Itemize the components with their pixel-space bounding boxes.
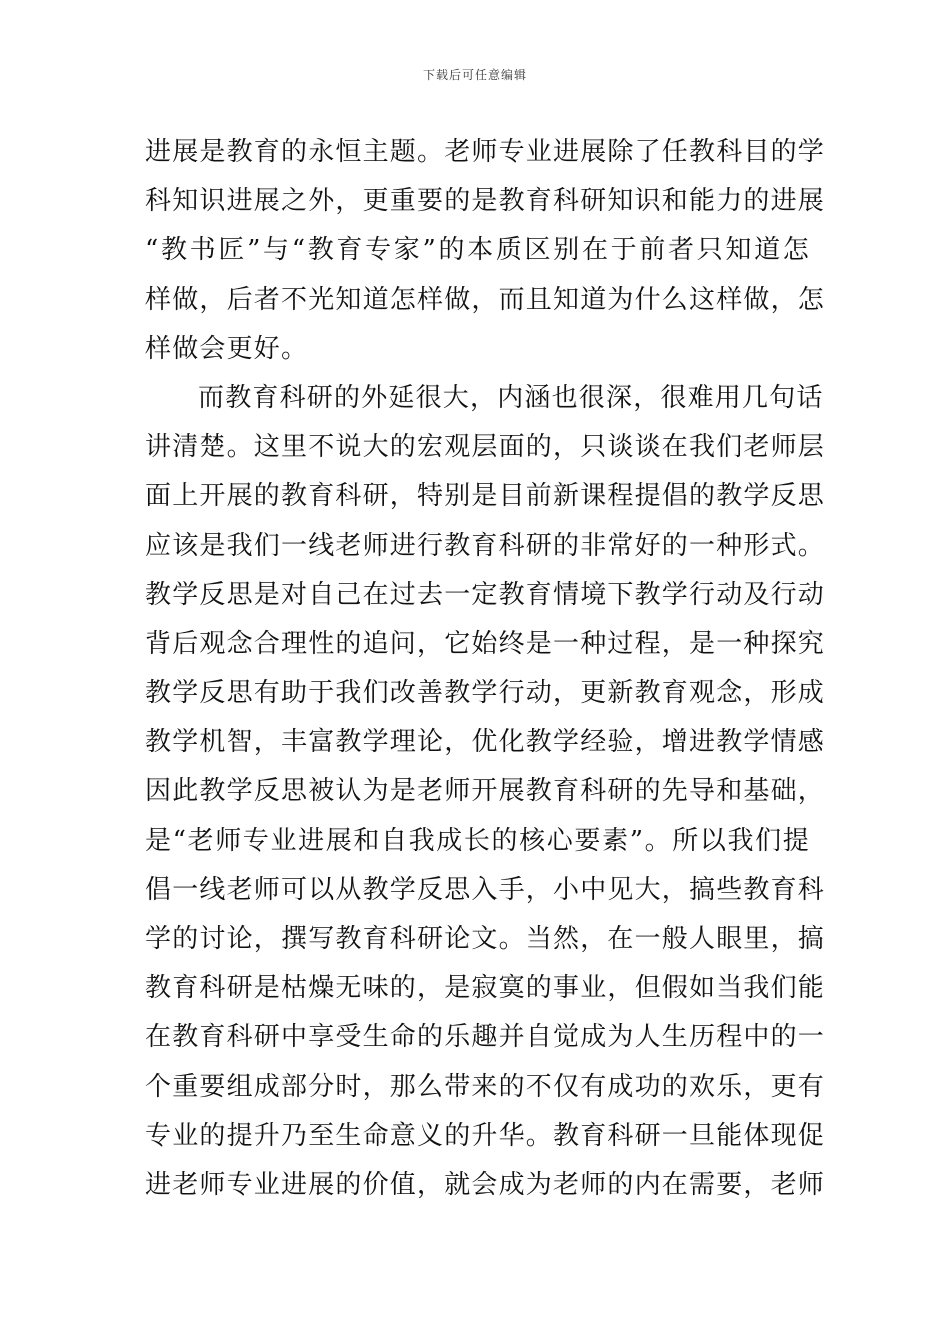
text-line: 背后观念合理性的追问，它始终是一种过程，是一种探究 [145,628,826,659]
text-line: 个重要组成部分时，那么带来的不仅有成功的欢乐，更有 [145,1071,826,1102]
text-line: 面上开展的教育科研，特别是目前新课程提倡的教学反思 [145,481,826,512]
text-line: 讲清楚。这里不说大的宏观层面的，只谈谈在我们老师层 [145,432,826,463]
text-line: 教学机智，丰富教学理论，优化教学经验，增进教学情感 [145,727,826,758]
text-line: 在教育科研中享受生命的乐趣并自觉成为人生历程中的一 [145,1022,826,1053]
text-line: 进老师专业进展的价值，就会成为老师的内在需要，老师 [145,1169,826,1200]
text-line: 教学反思是对自己在过去一定教育情境下教学行动及行动 [145,579,826,610]
text-line: “教书匠”与“教育专家”的本质区别在于前者只知道怎 [145,235,810,266]
text-line: 样做，后者不光知道怎样做，而且知道为什么这样做，怎 [145,284,826,315]
paragraph-start-line: 而教育科研的外延很大，内涵也很深，很难用几句话 [198,382,824,413]
text-line: 样做会更好。 [145,333,309,364]
text-line: 教育科研是枯燥无味的，是寂寞的事业，但假如当我们能 [145,973,826,1004]
text-line: 进展是教育的永恒主题。老师专业进展除了任教科目的学 [145,137,826,167]
text-line: 应该是我们一线老师进行教育科研的非常好的一种形式。 [145,530,826,561]
text-line: 科知识进展之外，更重要的是教育科研知识和能力的进展 [145,186,826,217]
text-line: 倡一线老师可以从教学反思入手，小中见大，搞些教育科 [145,874,826,905]
body-text [145,128,826,1210]
text-line: 教学反思有助于我们改善教学行动，更新教育观念，形成 [145,678,826,709]
text-line: 是“老师专业进展和自我成长的核心要素”。所以我们提 [145,825,810,856]
text-line: 学的讨论，撰写教育科研论文。当然，在一般人眼里，搞 [145,924,826,954]
text-line: 专业的提升乃至生命意义的升华。教育科研一旦能体现促 [145,1120,826,1151]
text-line: 因此教学反思被认为是老师开展教育科研的先导和基础， [145,776,826,807]
header-note: 下载后可任意编辑 [422,68,527,82]
